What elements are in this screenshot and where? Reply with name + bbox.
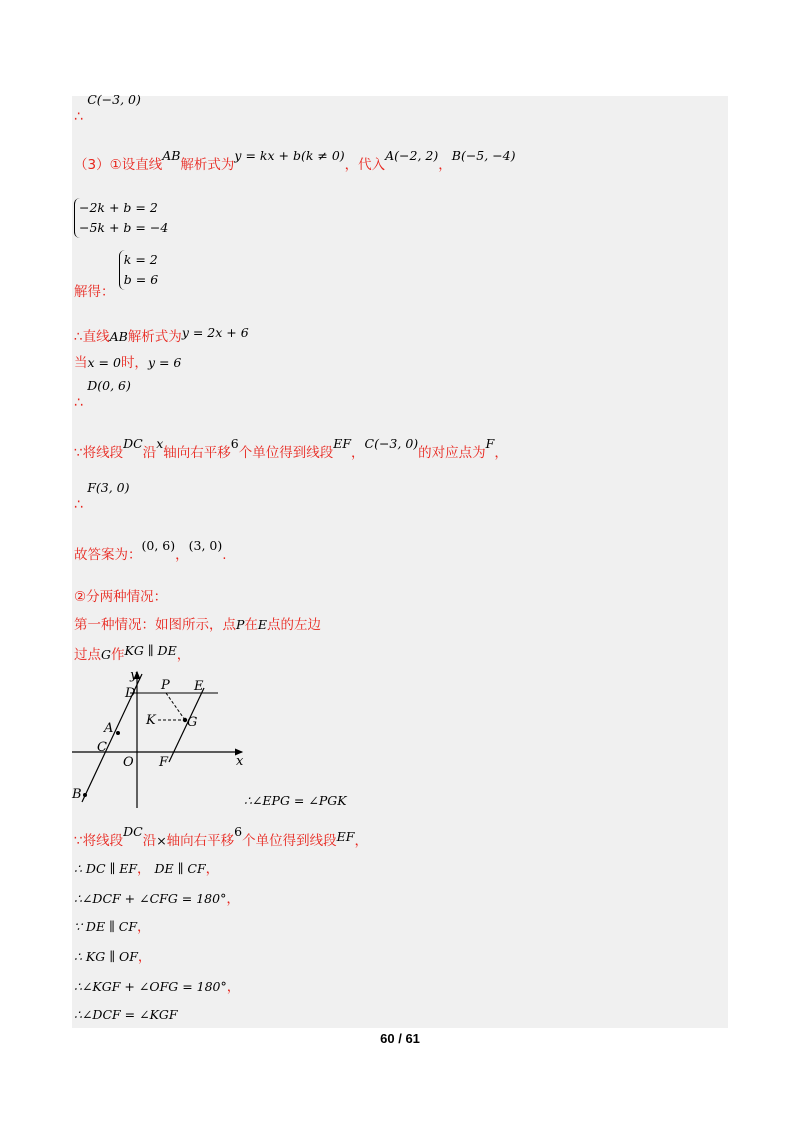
line-parallel-1: ∴ DC ∥ EF， DE ∥ CF，	[74, 861, 220, 877]
solution-system: 解得： k = 2 b = 6	[74, 252, 159, 300]
line-answer: 故答案为：(0, 6)，(3, 0).	[74, 538, 227, 563]
point-b	[83, 793, 87, 797]
line-parallel-2: ∵ DE ∥ CF，	[74, 919, 151, 935]
equation-system-1: −2k + b = 2 −5k + b = −4	[74, 198, 168, 238]
line-set-equation: （3）①设直线AB解析式为y = kx + b(k ≠ 0)，代入A(−2, 2)，B(−5, −4)	[74, 148, 516, 173]
line-parallel-3: ∴ KG ∥ OF，	[74, 949, 152, 965]
label-c: C	[97, 740, 107, 755]
line-angle-sum-1: ∴∠DCF + ∠CFG = 180°，	[74, 891, 240, 907]
label-d: D	[125, 686, 136, 701]
line-translate-dc: ∵将线段DC沿x轴向右平移6个单位得到线段EF，C(−3, 0)的对应点为F，	[74, 436, 508, 461]
line-angle-sum-2: ∴∠KGF + ∠OFG = 180°，	[74, 979, 241, 995]
coordinate-figure	[66, 668, 256, 818]
label-o: O	[123, 755, 134, 770]
line-d-point: ∴ D(0, 6)	[74, 378, 131, 411]
line-c-point: ∴ C(−3, 0)	[74, 92, 141, 125]
line-translate-dc-2: ∵将线段DC沿×轴向右平移6个单位得到线段EF，	[74, 824, 368, 849]
line-x-zero: 当x = 0时，y = 6	[74, 355, 182, 371]
label-k: K	[146, 713, 156, 728]
point-a	[116, 731, 120, 735]
label-e: E	[194, 679, 204, 694]
page-number: 60 / 61	[380, 1031, 420, 1046]
figure-note: ∴∠EPG = ∠PGK	[244, 793, 347, 808]
label-x: x	[236, 754, 244, 769]
label-p: P	[161, 678, 170, 693]
segment-pg	[166, 693, 185, 720]
line-f-point: ∴ F(3, 0)	[74, 480, 130, 513]
label-b: B	[72, 787, 82, 802]
label-a: A	[104, 721, 114, 736]
label-f: F	[159, 755, 169, 770]
line-ab-equation: ∴直线AB解析式为y = 2x + 6	[74, 325, 249, 345]
line-draw-kg: 过点G作KG ∥ DE，	[74, 643, 191, 663]
label-g: G	[187, 715, 198, 730]
label-y: y	[130, 668, 138, 683]
line-two-cases: ②分两种情况：	[74, 589, 168, 605]
line-case-one: 第一种情况：如图所示，点P在E点的左边	[74, 617, 322, 633]
line-angle-equal: ∴∠DCF = ∠KGF	[74, 1007, 178, 1022]
